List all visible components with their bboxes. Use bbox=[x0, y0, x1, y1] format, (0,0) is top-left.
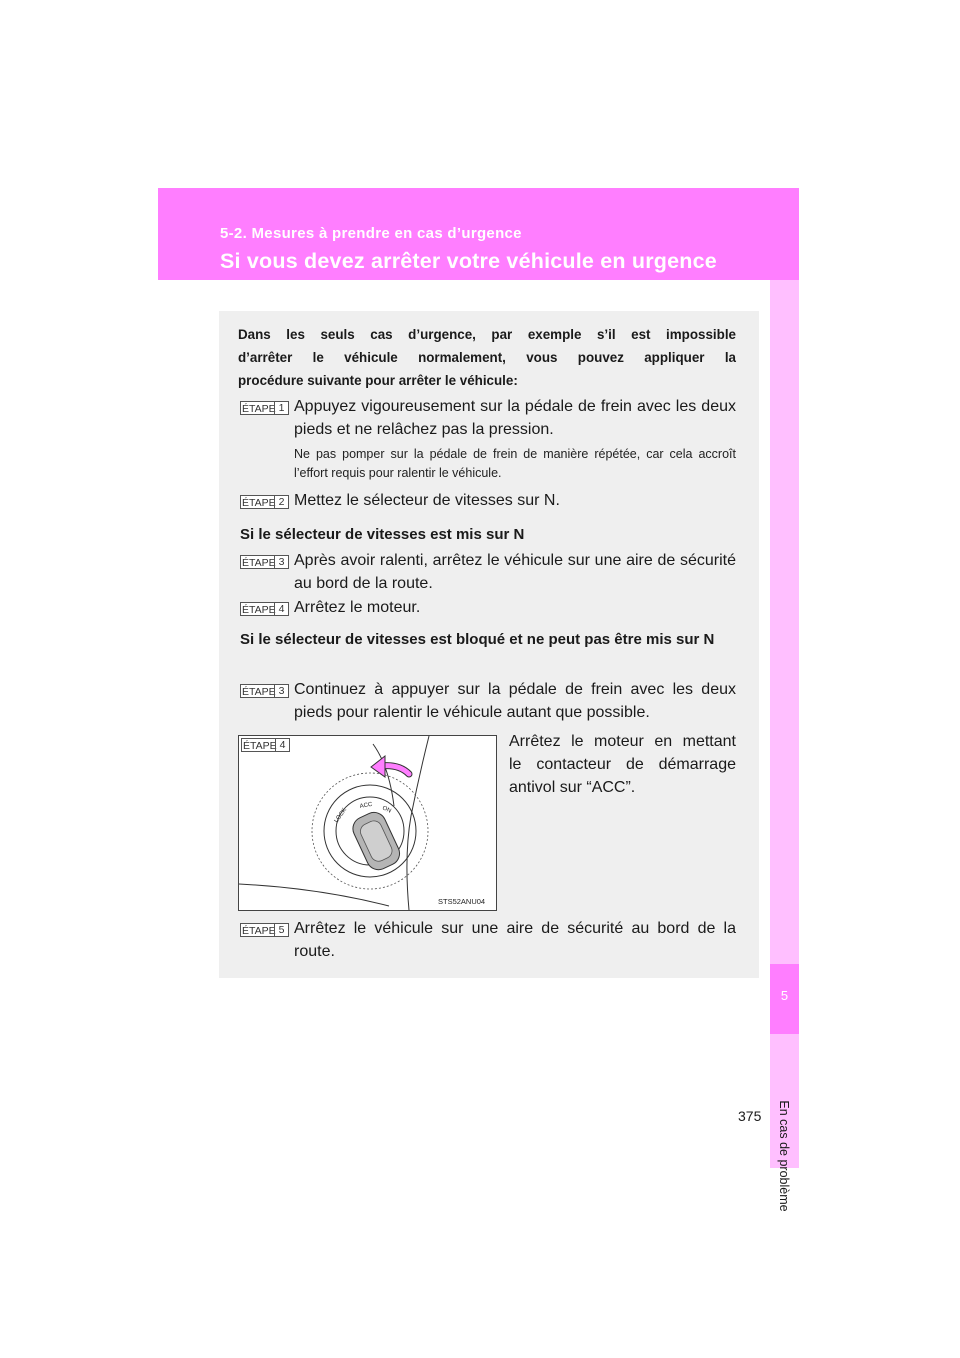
illustration-code: STS52ANU04 bbox=[438, 897, 486, 906]
step-line: Arrêtez le moteur en mettant bbox=[509, 733, 736, 750]
chapter-side-tab bbox=[770, 280, 799, 1212]
step-badge-frame bbox=[240, 923, 289, 937]
dashboard-line bbox=[239, 884, 389, 906]
chapter-number-box bbox=[770, 964, 799, 1034]
step-text: Arrêtez le moteur. bbox=[294, 599, 421, 616]
page-number: 375 bbox=[738, 1108, 762, 1124]
chapter-title: En cas de problème bbox=[777, 1100, 791, 1212]
step-badge-label: ÉTAPE bbox=[242, 497, 276, 509]
step-text-beside-illustration bbox=[509, 730, 736, 799]
step-badge-frame bbox=[240, 495, 289, 509]
section-header bbox=[158, 188, 799, 280]
step-badge-frame bbox=[240, 602, 289, 616]
step-badge bbox=[240, 602, 289, 621]
step-badge-number: 1 bbox=[274, 401, 288, 415]
step-badge bbox=[241, 738, 290, 757]
step-badge bbox=[240, 684, 289, 703]
step-badge bbox=[240, 495, 289, 514]
case-heading: Si le sélecteur de vitesses est bloqué et ne peut pas être mis sur N bbox=[240, 631, 715, 648]
step-badge-label: ÉTAPE bbox=[242, 925, 276, 937]
step-text: Appuyez vigoureusement sur la pédale de frein avec les deux pieds et ne relâchez pas la pression. bbox=[294, 398, 736, 438]
key bbox=[349, 808, 403, 873]
step-line: le contacteur de démarrage bbox=[509, 756, 736, 773]
step-text: Après avoir ralenti, arrêtez le véhicule sur une aire de sécurité au bord de la route. bbox=[294, 552, 736, 592]
step-line: antivol sur “ACC”. bbox=[509, 779, 636, 796]
step-badge bbox=[240, 401, 289, 420]
step-badge bbox=[240, 555, 289, 574]
intro-line: d’arrêter le véhicule normalement, vous pouvez appliquer la bbox=[238, 350, 736, 365]
chapter-number: 5 bbox=[780, 988, 789, 1003]
step-badge-label: ÉTAPE bbox=[243, 740, 277, 752]
step-badge-label: ÉTAPE bbox=[242, 403, 276, 415]
step-badge-label: ÉTAPE bbox=[242, 604, 276, 616]
ignition-key-drawing bbox=[239, 736, 496, 910]
step-badge-number: 4 bbox=[275, 738, 289, 752]
acc-label: ACC bbox=[359, 801, 373, 810]
step-badge-label: ÉTAPE bbox=[242, 557, 276, 569]
column-edge-line bbox=[407, 736, 429, 910]
step-badge-number: 2 bbox=[274, 495, 288, 509]
step-note: Ne pas pomper sur la pédale de frein de manière répétée, car cela accroît l’effort requis pour ralentir le véhicule. bbox=[294, 447, 736, 480]
step-badge-label: ÉTAPE bbox=[242, 686, 276, 698]
case-heading: Si le sélecteur de vitesses est mis sur N bbox=[240, 526, 525, 543]
step-text: Mettez le sélecteur de vitesses sur N. bbox=[294, 492, 560, 509]
step-badge-frame bbox=[240, 401, 289, 415]
intro-line: procédure suivante pour arrêter le véhicule: bbox=[238, 373, 518, 388]
step-badge-number: 5 bbox=[274, 923, 288, 937]
procedure-box bbox=[219, 311, 759, 978]
section-label: 5-2. Mesures à prendre en cas d’urgence bbox=[220, 225, 522, 242]
intro-line: Dans les seuls cas d’urgence, par exemple s’il est impossible bbox=[238, 327, 736, 342]
step-text: Continuez à appuyer sur la pédale de frein avec les deux pieds pour ralentir le véhicule autant que possible. bbox=[294, 681, 736, 721]
step-badge-frame bbox=[240, 555, 289, 569]
intro-text bbox=[238, 323, 736, 392]
page-title: Si vous devez arrêter votre véhicule en urgence bbox=[220, 249, 717, 273]
on-label: ON bbox=[381, 805, 392, 815]
step-badge-number: 3 bbox=[274, 684, 288, 698]
step-text: Arrêtez le véhicule sur une aire de sécurité au bord de la route. bbox=[294, 920, 736, 960]
ignition-illustration bbox=[238, 735, 497, 911]
step-badge bbox=[240, 923, 289, 942]
step-badge-frame bbox=[241, 738, 290, 752]
step-badge-number: 4 bbox=[274, 602, 288, 616]
lock-label: LOCK bbox=[333, 807, 349, 825]
step-badge-number: 3 bbox=[274, 555, 288, 569]
step-badge-frame bbox=[240, 684, 289, 698]
